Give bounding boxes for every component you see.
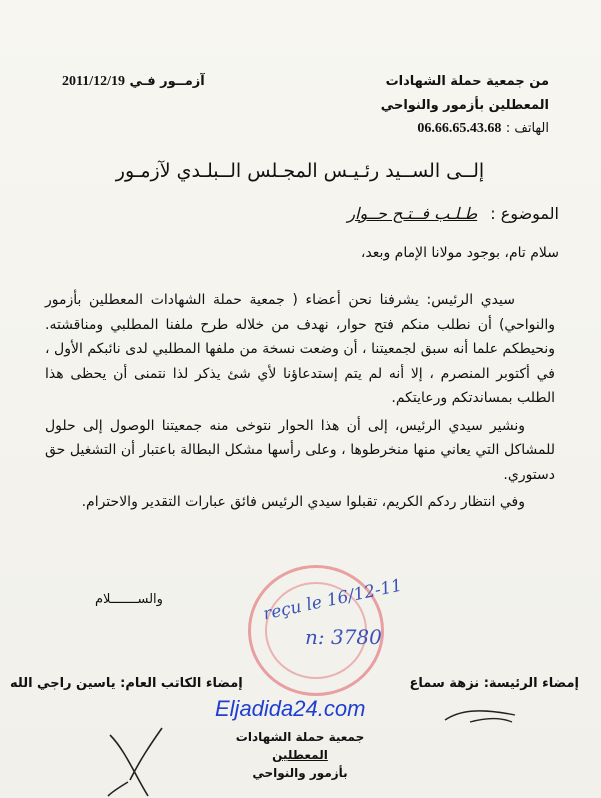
addressee: إلــى الســيد رئـيـس المجـلس الــبلـدي لآزمـور xyxy=(115,160,485,182)
phone-label: الهاتف : xyxy=(505,121,549,136)
org-stamp-line1: جمعية حملة الشهادات xyxy=(235,730,365,744)
phone-number: 06.66.65.43.68 xyxy=(417,121,502,136)
place-date-date: 2011/12/19 xyxy=(62,74,126,89)
place-date-place: آزمــور فـي xyxy=(129,74,205,89)
org-stamp-line3: بأزمور والنواحي xyxy=(252,766,348,780)
subject-line xyxy=(179,204,559,223)
paragraph-3: وفي انتظار ردكم الكريم، تقبلوا سيدي الرئيس فائق عبارات التقدير والاحترام. xyxy=(81,494,525,510)
subject-text: طـلـب فــتـح حــوار xyxy=(347,204,478,223)
subject-label: الموضوع : xyxy=(490,204,559,223)
president-signature-scribble xyxy=(440,700,520,730)
phone-line xyxy=(349,121,549,137)
greeting: سلام تام، بوجود مولانا الإمام وبعد، xyxy=(360,245,559,261)
org-name-line1: من جمعية حملة الشهادات xyxy=(385,74,549,89)
org-name-line2: المعطلين بأزمور والنواحي xyxy=(380,98,549,113)
received-note-line2: n: 3780 xyxy=(305,625,382,649)
paragraph-1: سيدي الرئيس: يشرفنا نحن أعضاء ( جمعية حملة الشهادات المعطلين بأزمور والنواحي) أن نطلب منكم فتح حوار، نهدف من خلاله طرح ملفنا المطلبي ومناقشته. ونحيطكم علما أنه سبق لجمعيتنا ، أن وضعت نسخة من ملفها المطلبي لدى نائبكم الأول ، في أكتوبر المنصرم ، إلا أنه لم يتم إستدعاؤنا لأي شئ يذكر لذا نتمنى أن يحظى هذا الطلب بمساندتكم ورعايتكم. xyxy=(45,292,555,406)
salutation: والســـــــلام xyxy=(95,592,163,607)
secretary-signature-scribble xyxy=(100,720,170,798)
org-stamp xyxy=(235,728,365,782)
paragraph-2: ونشير سيدي الرئيس، إلى أن هذا الحوار نتوخى منه جمعيتنا الوصول إلى حلول للمشاكل التي يعاني منها منخرطوها ، وعلى رأسها مشكل البطالة باعتبار أن التشغيل حق دستوري. xyxy=(45,417,555,483)
received-note-line1: reçu le 16/12-11 xyxy=(261,575,404,625)
org-stamp-line2: المعطلين xyxy=(272,748,328,762)
secretary-signature: إمضاء الكاتب العام: ياسين راجي الله xyxy=(10,676,243,691)
watermark: Eljadida24.com xyxy=(215,696,366,721)
letter-body xyxy=(45,288,555,515)
place-date xyxy=(62,74,242,90)
president-signature: إمضاء الرئيسة: نزهة سماع xyxy=(409,676,579,691)
